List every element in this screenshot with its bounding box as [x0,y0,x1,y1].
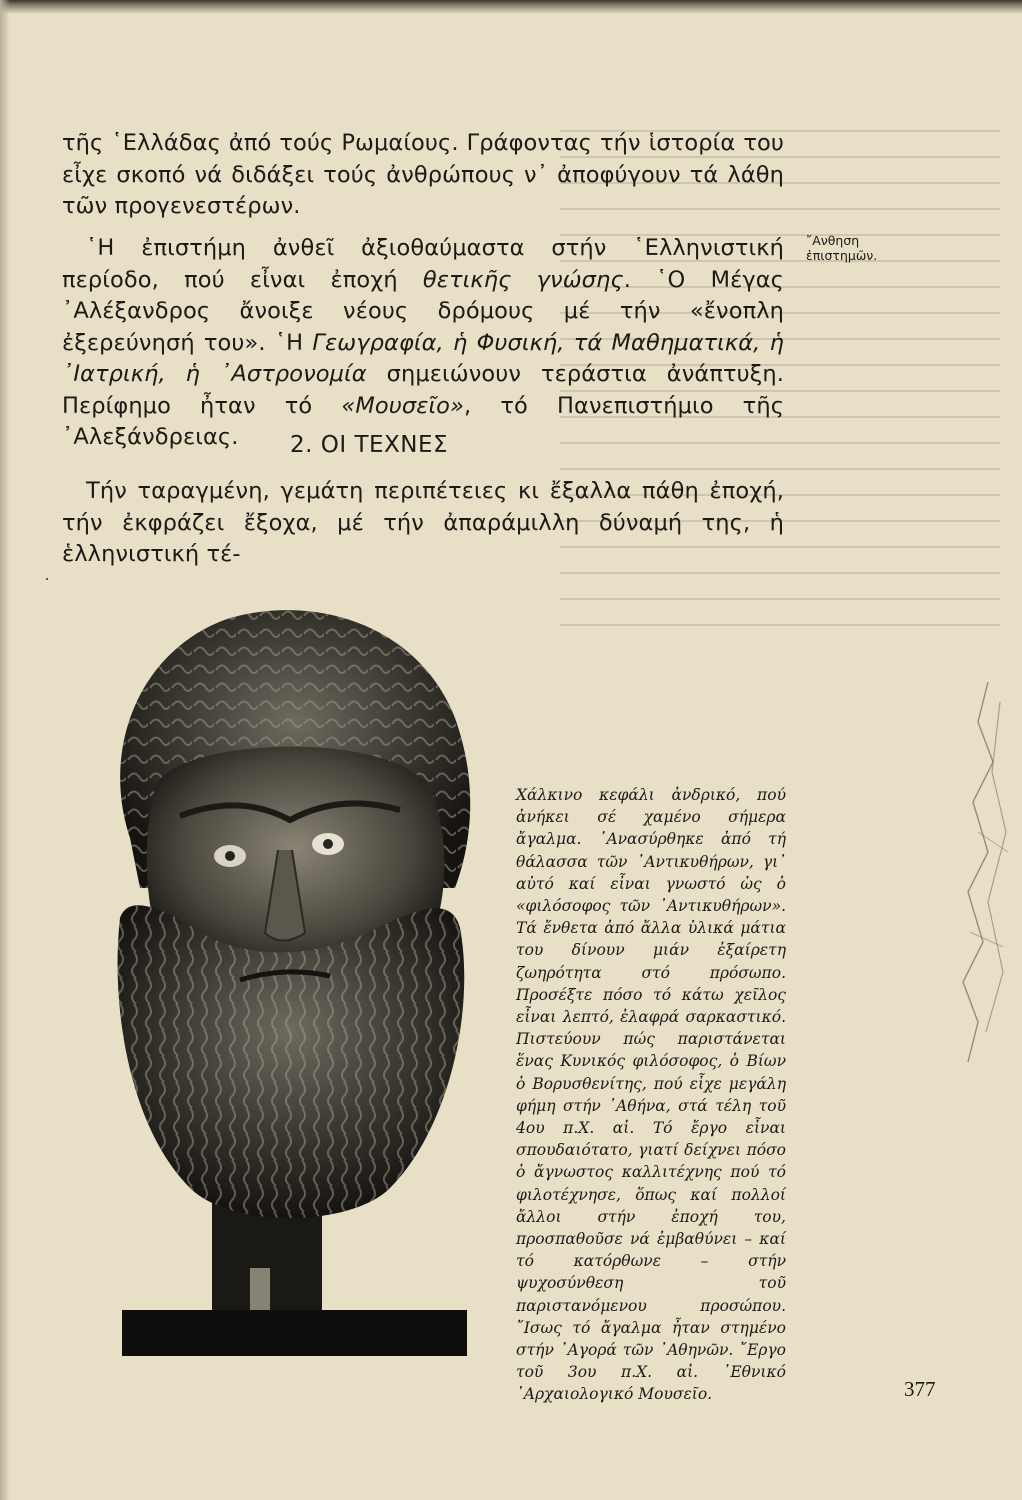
paragraph-science [62,233,784,454]
paragraph-science-part-a: ῾Η ἐπιστήμη ἀνθεῖ ἀξιοθαύμαστα στήν ῾Ελληνιστική περίοδο, πού εἶναι ἐποχή [62,235,784,293]
stray-mark [46,578,48,580]
emphasis-positive-knowledge: θετικῆς γνώσης [422,266,624,293]
page-left-edge [0,0,10,1500]
paragraph-science-part-b: . ῾Ο Μέγας ᾿Αλέξανδρος ἄνοιξε νέους δρόμους μέ τήν «ἔνοπλη ἐξερεύνησή του». ῾Η [62,266,784,356]
photo-caption: Χάλκινο κεφάλι ἀνδρικό, πού ἀνήκει σέ χαμένο σήμερα ἄγαλμα. ᾿Ανασύρθηκε ἀπό τή θάλασσα τῶν ᾿Αντικυθήρων, γι᾿ αὐτό καί εἶναι γνωστό ὡς ὁ «φιλόσοφος τῶν ᾿Αντικυθήρων». Τά ἔνθετα ἀπό ἄλλα ὑλικά μάτια του δίνουν μιάν ἐξαίρετη ζωηρότητα στό πρόσωπο. Προσέξτε πόσο τό κάτω χεῖλος εἶναι λεπτό, ἐλαφρά σαρκαστικό. Πιστεύουν πώς παριστάνεται ἕνας Κυνικός φιλόσοφος, ὁ Βίων ὁ Βορυσθενίτης, πού εἶχε μεγάλη φήμη στήν ᾿Αθήνα, στά τέλη τοῦ 4ου π.Χ. αἰ. Τό ἔργο εἶναι σπουδαιότατο, γιατί δείχνει πόσο ὁ ἄγνωστος καλλιτέχνης πού τό φιλοτέχνησε, ὅπως καί πολλοί ἄλλοι στήν ἐποχή του, προσπαθοῦσε νά ἐμβαθύνει – καί τό κατόρθωνε – στήν ψυχοσύνθεση τοῦ παριστανόμενου προσώπου. ῎Ισως τό ἄγαλμα ἦταν στημένο στήν ᾿Αγορά τῶν ᾿Αθηνῶν. ῎Εργο τοῦ 3ου π.Χ. αἰ. ᾿Εθνικό ᾿Αρχαιολογικό Μουσεῖο. [516,786,786,1404]
emphasis-museum: «Μουσεῖο» [341,392,465,419]
page-number: 377 [904,1377,936,1401]
paragraph-science-part-c: σημειώνουν τεράστια ἀνάπτυξη. Περίφημο ἦταν τό [62,361,784,419]
paragraph-polybius: τῆς ῾Ελλάδας ἀπό τούς Ρωμαίους. Γράφοντας τήν ἱστορία του εἶχε σκοπό νά διδάξει τούς ἀνθρώπους ν᾿ ἀποφύγουν τά λάθη τῶν προγενεστέρων. [62,130,784,219]
page-top-edge [0,0,1022,14]
paragraph-arts: Τήν ταραγμένη, γεμάτη περιπέτειες κι ἔξαλλα πάθη ἐποχή, τήν ἐκφράζει ἔξοχα, μέ τήν ἀπαράμιλλη δύναμή της, ἡ ἑλληνιστική τέ- [62,478,784,567]
emphasis-sciences: Γεωγραφία, ἡ Φυσική, τά Μαθηματικά, ἡ ᾿Ιατρική, ἡ ᾿Αστρονομία [62,329,784,387]
paragraph-science-part-d: , τό Πανεπιστήμιο τῆς ᾿Αλεξάνδρειας. [62,392,784,450]
section-heading: 2. ΟΙ ΤΕΧΝΕΣ [290,432,449,458]
margin-note: ῎Ανθηση ἐπιστημῶν. [806,233,878,263]
pencil-scribble [948,682,1018,1062]
bronze-head-photo [60,588,510,1358]
